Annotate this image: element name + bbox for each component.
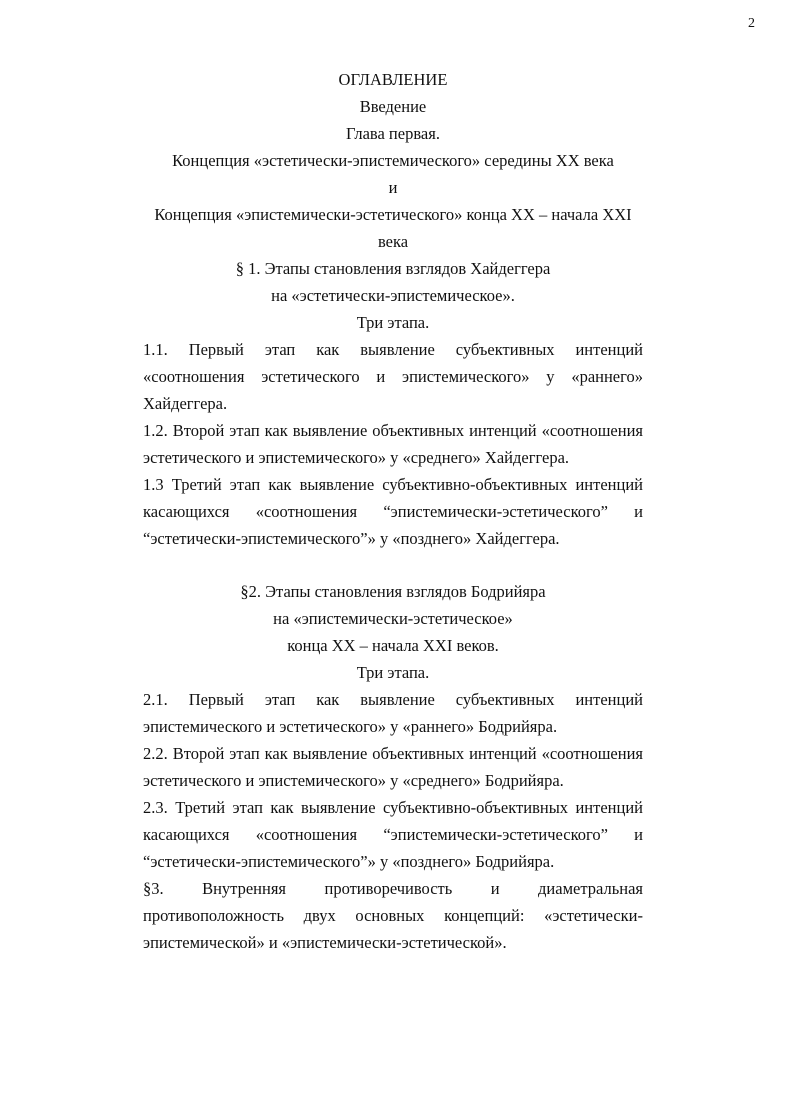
toc-entry-line: 2.1. Первый этап как выявление субъективных интенций (143, 690, 643, 709)
toc-entry-line: эстетического и эпистемического» у «среднего» Хайдеггера. (143, 448, 570, 467)
toc-entry-line: Хайдеггера. (143, 394, 228, 413)
heading-line: конца XX – начала XXI веков. (287, 636, 499, 655)
heading-line: Глава первая. (346, 124, 440, 143)
heading-line: и (388, 178, 398, 197)
toc-entry-line: 1.2. Второй этап как выявление объективных интенций «соотношения (143, 421, 643, 440)
toc-entry-line: 2.2. Второй этап как выявление объективных интенций «соотношения (143, 744, 643, 763)
toc-entry (143, 740, 643, 794)
heading-line: века (377, 232, 409, 251)
toc-entry (143, 417, 643, 471)
heading-line: Три этапа. (356, 313, 430, 332)
toc-entry-line: «соотношения эстетического и эпистемического» у «раннего» (143, 367, 643, 386)
section-2-items (143, 686, 643, 956)
toc-entry-line: 1.3 Третий этап как выявление субъективно-объективных интенций (143, 475, 643, 494)
toc-entry (143, 336, 643, 417)
heading-line: на «эстетически-эпистемическое». (271, 286, 515, 305)
chapter-header (143, 93, 643, 336)
toc-entry (143, 686, 643, 740)
toc-title: ОГЛАВЛЕНИЕ (338, 70, 448, 89)
toc-entry (143, 471, 643, 552)
heading-line: Введение (359, 97, 427, 116)
heading-line: § 1. Этапы становления взглядов Хайдеггера (235, 259, 551, 278)
toc-entry (143, 875, 643, 956)
toc-entry-line: эпистемического и эстетического» у «раннего» Бодрийяра. (143, 717, 558, 736)
toc-entry (143, 794, 643, 875)
toc-entry-line: 2.3. Третий этап как выявление субъективно-объективных интенций (143, 798, 643, 817)
toc-entry-line: §3. Внутренняя противоречивость и диаметральная (143, 879, 643, 898)
spacer (143, 552, 643, 578)
toc-entry-line: касающихся «соотношения “эпистемически-эстетического” и (143, 825, 643, 844)
heading-line: Концепция «эстетически-эпистемического» середины XX века (172, 151, 614, 170)
heading-line: на «эпистемически-эстетическое» (273, 609, 513, 628)
toc-entry-line: 1.1. Первый этап как выявление субъективных интенций (143, 340, 643, 359)
toc-entry-line: противоположность двух основных концепций: «эстетически- (143, 906, 643, 925)
table-of-contents (143, 66, 643, 956)
section-2-header (143, 578, 643, 686)
toc-entry-line: “эстетически-эпистемического”» у «позднего» Хайдеггера. (143, 529, 560, 548)
heading-line: Три этапа. (356, 663, 430, 682)
toc-entry-line: “эстетически-эпистемического”» у «позднего» Бодрийяра. (143, 852, 555, 871)
page-number: 2 (748, 16, 755, 31)
heading-line: Концепция «эпистемически-эстетического» конца XX – начала XXI (154, 205, 632, 224)
toc-entry-line: эстетического и эпистемического» у «среднего» Бодрийяра. (143, 771, 564, 790)
toc-entry-line: эпистемической» и «эпистемически-эстетической». (143, 933, 507, 952)
heading-line: §2. Этапы становления взглядов Бодрийяра (240, 582, 546, 601)
toc-entry-line: касающихся «соотношения “эпистемически-эстетического” и (143, 502, 643, 521)
section-1-items (143, 336, 643, 552)
